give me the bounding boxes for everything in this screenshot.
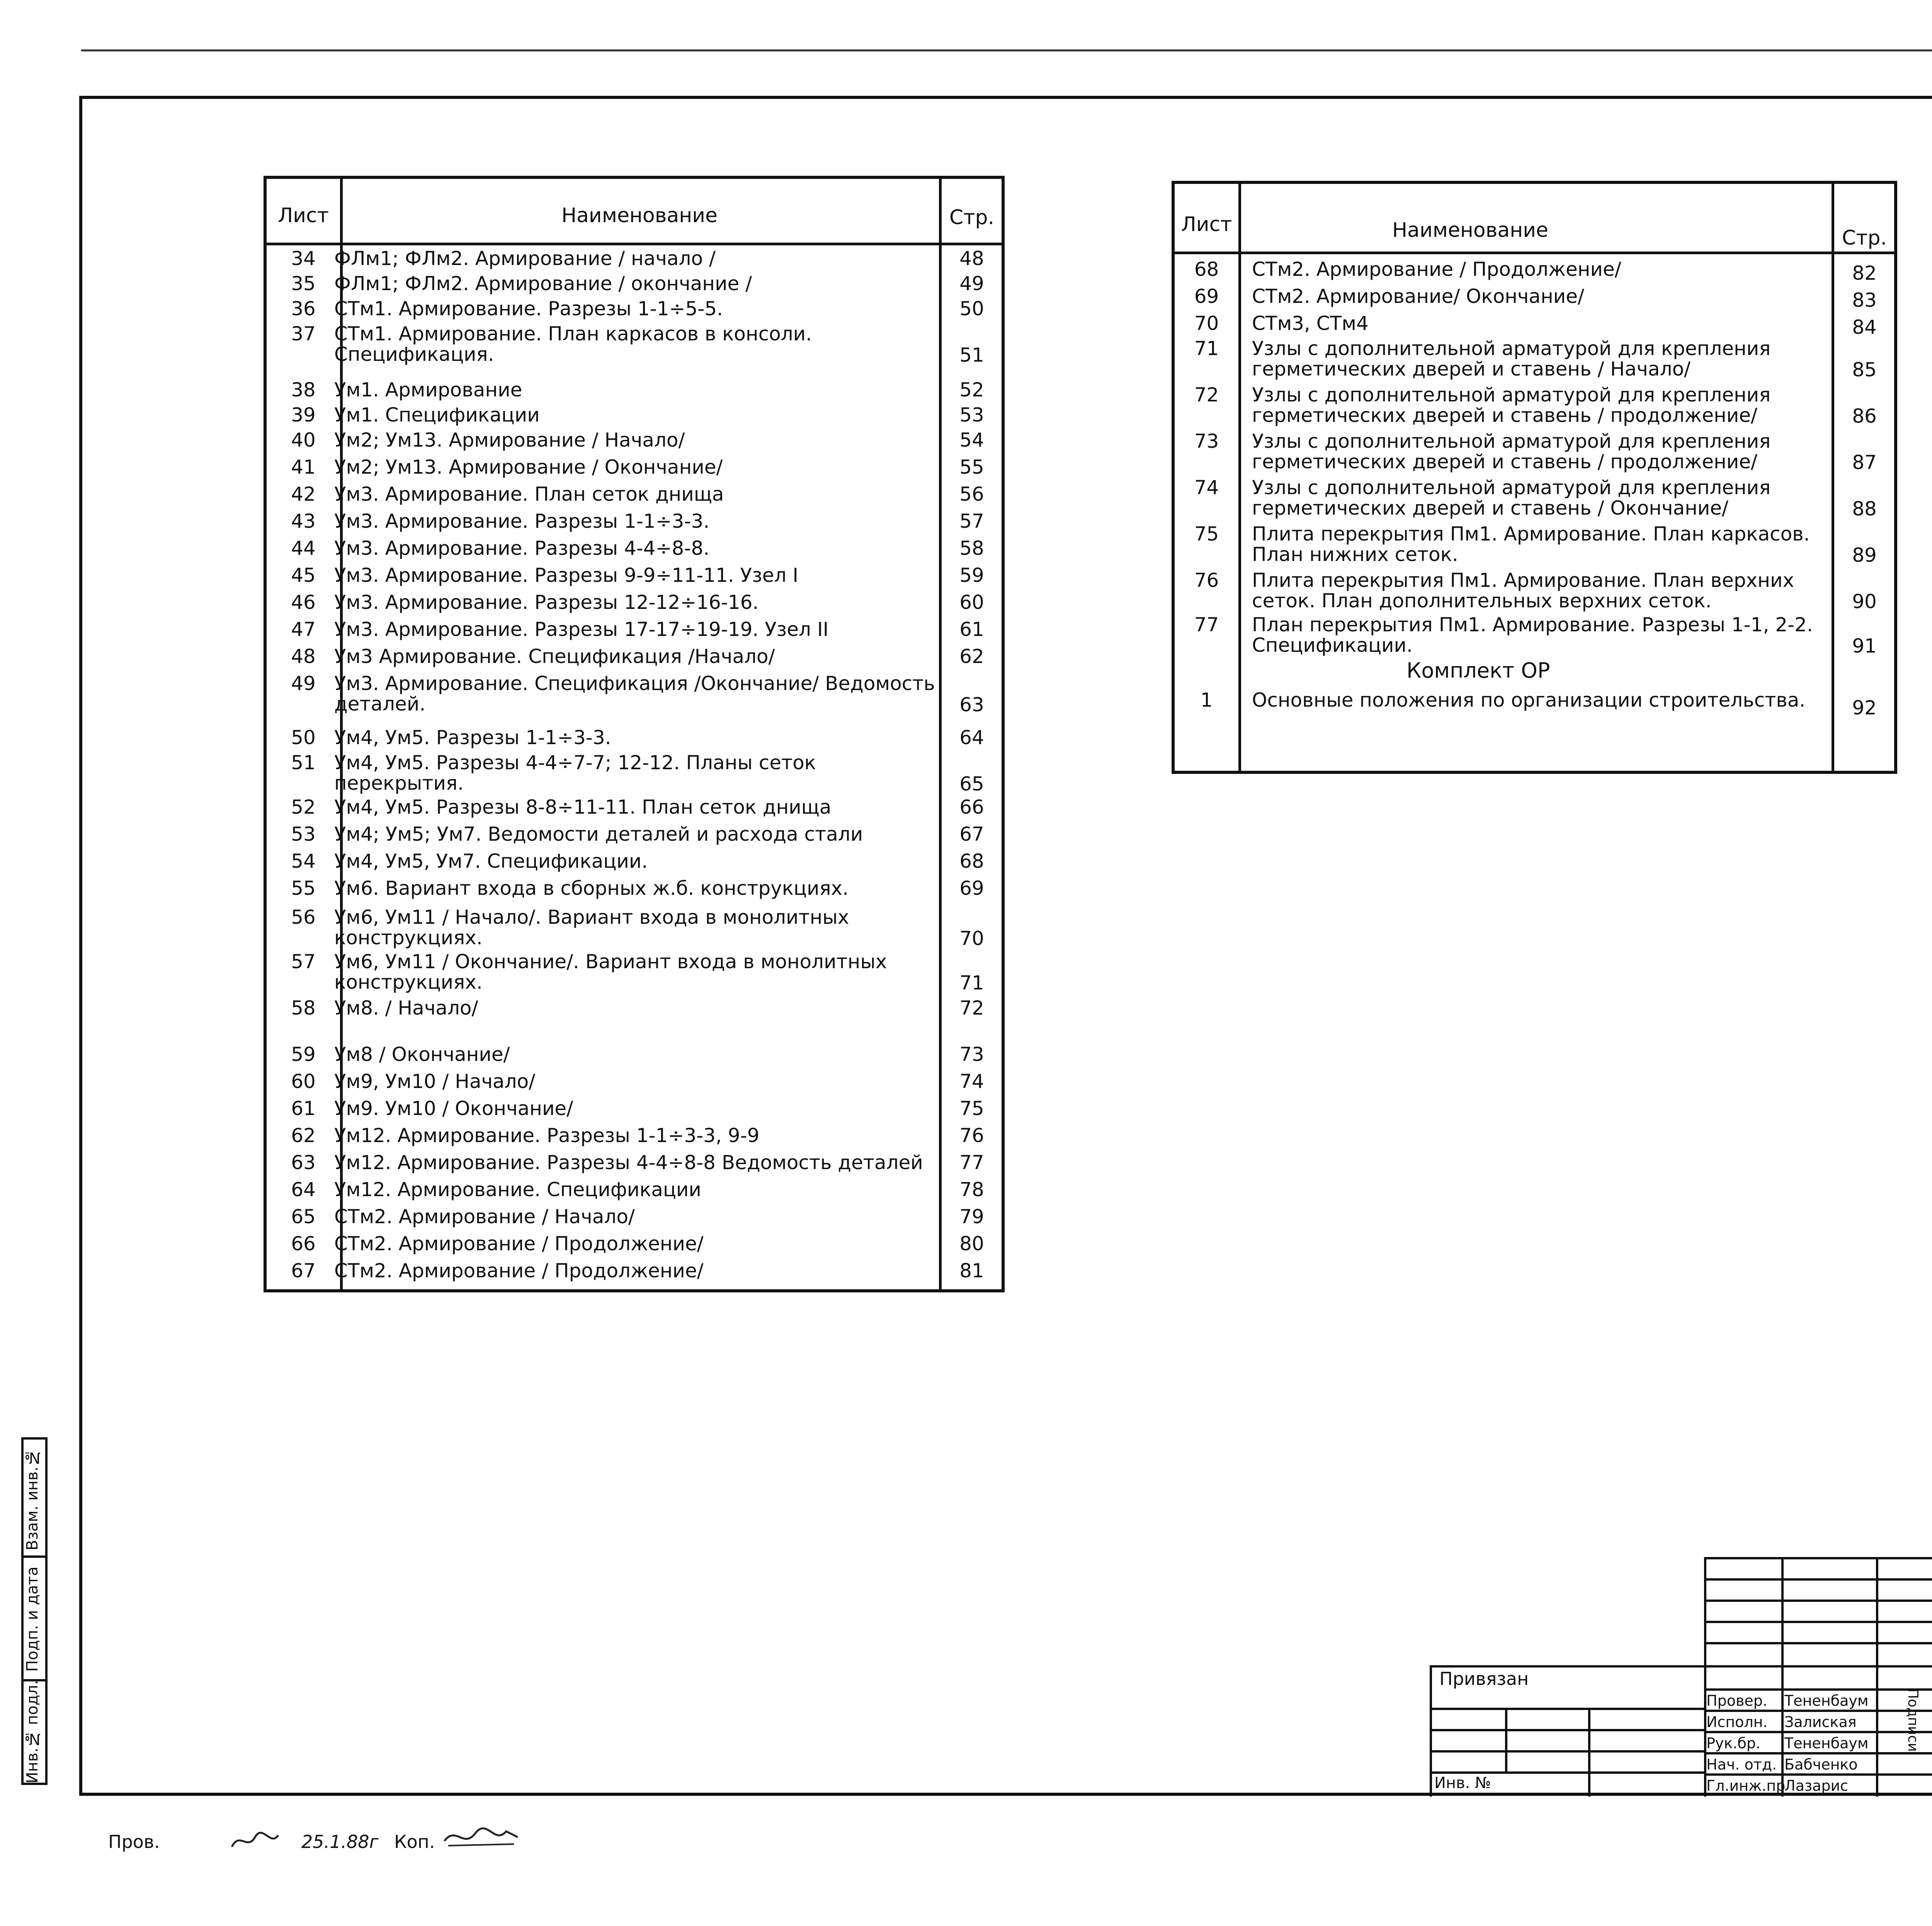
row-sheet: 44 <box>291 537 316 559</box>
row-page: 80 <box>959 1232 984 1255</box>
header-divider <box>1175 252 1894 254</box>
row-page: 73 <box>959 1043 984 1066</box>
row-sheet: 47 <box>291 618 316 641</box>
inv-no-label: Инв. № <box>1434 1774 1491 1792</box>
row-name: СТм2. Армирование / Продолжение/ <box>1252 258 1621 280</box>
role-label: Исполн. <box>1706 1714 1768 1731</box>
header-divider <box>267 243 1002 245</box>
row-sheet: 41 <box>291 456 316 478</box>
row-page: 48 <box>959 247 984 270</box>
person-name: Лазарис <box>1784 1777 1849 1794</box>
row-sheet: 69 <box>1194 285 1219 308</box>
row-sheet: 77 <box>1194 614 1219 636</box>
row-name: Ум3 Армирование. Спецификация /Начало/ <box>334 645 775 668</box>
row-name: СТм2. Армирование/ Окончание/ <box>1252 285 1584 308</box>
row-name: СТм2. Армирование / Продолжение/ <box>334 1232 704 1255</box>
row-name: Ум6. Вариант входа в сборных ж.б. конструкциях. <box>334 877 849 899</box>
row-page: 75 <box>959 1097 984 1120</box>
row-sheet: 49 <box>291 672 316 695</box>
row-name: Узлы с дополнительной арматурой для крепления герметических дверей и ставень / Окончание/ <box>1252 476 1771 519</box>
row-sheet: 64 <box>291 1178 316 1201</box>
row-sheet: 53 <box>291 823 316 845</box>
row-name: Ум2; Ум13. Армирование / Окончание/ <box>334 456 723 478</box>
row-sheet: 62 <box>291 1124 316 1147</box>
row-page: 85 <box>1852 359 1877 381</box>
header-name: Наименование <box>561 204 718 227</box>
row-name: СТм2. Армирование / Продолжение/ <box>334 1260 704 1282</box>
contents-table-right <box>1172 181 1897 774</box>
row-page: 62 <box>959 645 984 668</box>
row-sheet: 72 <box>1194 384 1219 406</box>
row-sheet: 40 <box>291 429 316 451</box>
row-page: 81 <box>959 1260 984 1282</box>
row-name: Ум6, Ум11 / Окончание/. Вариант входа в монолитных конструкциях. <box>334 950 887 993</box>
check-date: 25.1.88г <box>301 1831 379 1852</box>
row-name: План перекрытия Пм1. Армирование. Разрезы 1-1, 2-2. Спецификации. <box>1252 614 1813 656</box>
row-sheet: 65 <box>291 1205 316 1228</box>
row-page: 65 <box>959 773 984 795</box>
header-sheet: Лист <box>1181 213 1232 236</box>
row-name: Ум3. Армирование. Разрезы 4-4÷8-8. <box>334 537 710 559</box>
row-sheet: 38 <box>291 379 316 401</box>
row-page: 71 <box>959 972 984 994</box>
row-sheet: 68 <box>1194 258 1219 280</box>
row-name: Ум1. Спецификации <box>334 404 540 426</box>
row-sheet: 48 <box>291 645 316 668</box>
row-name: Ум12. Армирование. Разрезы 1-1÷3-3, 9-9 <box>334 1124 760 1147</box>
section-title: Комплект ОР <box>1406 658 1550 683</box>
row-sheet: 59 <box>291 1043 316 1066</box>
row-name: СТм2. Армирование / Начало/ <box>334 1205 635 1228</box>
row-page: 79 <box>959 1205 984 1228</box>
row-page: 91 <box>1852 635 1877 657</box>
row-page: 72 <box>959 997 984 1019</box>
checker-signature <box>228 1824 282 1855</box>
header-name: Наименование <box>1392 219 1549 242</box>
row-sheet: 56 <box>291 906 316 928</box>
row-sheet: 51 <box>291 751 316 774</box>
row-name: Ум1. Армирование <box>334 379 522 401</box>
person-name: Бабченко <box>1784 1756 1858 1773</box>
row-name: Узлы с дополнительной арматурой для крепления герметических дверей и ставень / продолжение/ <box>1252 430 1771 473</box>
row-sheet: 76 <box>1194 569 1219 592</box>
row-name: Основные положения по организации строительства. <box>1252 689 1806 711</box>
sign-date-label: Подп. и дата <box>24 1566 41 1672</box>
header-page: Стр. <box>949 206 995 229</box>
row-sheet: 66 <box>291 1232 316 1255</box>
row-sheet: 43 <box>291 510 316 532</box>
header-sheet: Лист <box>278 204 329 227</box>
row-page: 55 <box>959 456 984 478</box>
row-sheet: 71 <box>1194 337 1219 360</box>
row-sheet: 52 <box>291 796 316 818</box>
row-page: 64 <box>959 726 984 749</box>
row-sheet: 75 <box>1194 523 1219 545</box>
row-page: 78 <box>959 1178 984 1201</box>
row-name: Плита перекрытия Пм1. Армирование. План верхних сеток. План дополнительных верхних сеток. <box>1252 569 1794 612</box>
row-name: СТм3, СТм4 <box>1252 312 1369 335</box>
row-sheet: 70 <box>1194 312 1219 335</box>
row-name: Ум9, Ум10 / Начало/ <box>334 1070 536 1093</box>
row-name: Узлы с дополнительной арматурой для крепления герметических дверей и ставень / Начало/ <box>1252 337 1771 380</box>
row-sheet: 58 <box>291 997 316 1019</box>
person-name: Залиская <box>1784 1714 1857 1731</box>
row-name: Ум4, Ум5. Разрезы 1-1÷3-3. <box>334 726 611 749</box>
row-page: 86 <box>1852 405 1877 427</box>
row-sheet: 39 <box>291 404 316 426</box>
header-page: Стр. <box>1842 226 1887 250</box>
row-page: 67 <box>959 823 984 845</box>
person-name: Тененбаум <box>1784 1692 1869 1709</box>
row-name: Ум4, Ум5, Ум7. Спецификации. <box>334 850 648 872</box>
row-sheet: 50 <box>291 726 316 749</box>
row-sheet: 54 <box>291 850 316 872</box>
row-name: Ум3. Армирование. Разрезы 1-1÷3-3. <box>334 510 710 532</box>
row-page: 61 <box>959 618 984 641</box>
row-page: 89 <box>1852 544 1877 566</box>
row-page: 83 <box>1852 289 1877 311</box>
row-page: 82 <box>1852 262 1877 284</box>
row-name: Ум2; Ум13. Армирование / Начало/ <box>334 429 685 451</box>
row-name: Ум9. Ум10 / Окончание/ <box>334 1097 573 1120</box>
signatures-label: Подписи <box>1905 1688 1921 1752</box>
row-page: 59 <box>959 564 984 586</box>
row-name: Ум3. Армирование. План сеток днища <box>334 483 724 505</box>
row-page: 77 <box>959 1151 984 1174</box>
row-page: 87 <box>1852 451 1877 474</box>
role-label: Рук.бр. <box>1706 1735 1761 1752</box>
row-page: 88 <box>1852 498 1877 520</box>
row-page: 66 <box>959 796 984 818</box>
inv-orig-label: Инв.№ подл. <box>24 1680 41 1783</box>
role-label: Гл.инж.пр <box>1706 1777 1786 1794</box>
row-page: 52 <box>959 379 984 401</box>
top-border-line <box>81 49 1932 51</box>
privyazan-label: Привязан <box>1439 1668 1529 1689</box>
row-name: ФЛм1; ФЛм2. Армирование / начало / <box>334 247 716 270</box>
row-page: 68 <box>959 850 984 872</box>
row-page: 56 <box>959 483 984 505</box>
row-name: Ум12. Армирование. Разрезы 4-4÷8-8 Ведомость деталей <box>334 1151 923 1174</box>
row-page: 49 <box>959 272 984 295</box>
checked-label: Пров. <box>108 1831 160 1852</box>
row-sheet: 37 <box>291 323 316 345</box>
row-sheet: 45 <box>291 564 316 586</box>
person-name: Тененбаум <box>1784 1735 1869 1752</box>
row-name: Ум6, Ум11 / Начало/. Вариант входа в монолитных конструкциях. <box>334 906 849 949</box>
replace-inv-label: Взам. инв.№ <box>24 1448 41 1550</box>
row-sheet: 61 <box>291 1097 316 1120</box>
row-name: Ум3. Армирование. Разрезы 9-9÷11-11. Узел I <box>334 564 799 586</box>
row-sheet: 63 <box>291 1151 316 1174</box>
row-sheet: 73 <box>1194 430 1219 452</box>
row-page: 53 <box>959 404 984 426</box>
row-sheet: 57 <box>291 950 316 973</box>
role-label: Провер. <box>1706 1692 1767 1709</box>
row-page: 54 <box>959 429 984 451</box>
row-name: СТм1. Армирование. Разрезы 1-1÷5-5. <box>334 297 723 320</box>
row-name: Ум8. / Начало/ <box>334 997 478 1019</box>
row-page: 51 <box>959 344 984 366</box>
row-sheet: 36 <box>291 297 316 320</box>
row-name: Ум3. Армирование. Спецификация /Окончание/ Ведомость деталей. <box>334 672 935 715</box>
row-page: 63 <box>959 694 984 716</box>
row-sheet: 55 <box>291 877 316 899</box>
row-name: Плита перекрытия Пм1. Армирование. План каркасов. План нижних сеток. <box>1252 523 1810 566</box>
row-name: Ум4, Ум5. Разрезы 4-4÷7-7; 12-12. Планы сеток перекрытия. <box>334 751 816 794</box>
copy-label: Коп. <box>394 1831 435 1852</box>
row-name: Ум3. Армирование. Разрезы 12-12÷16-16. <box>334 591 759 614</box>
row-page: 74 <box>959 1070 984 1093</box>
row-name: Ум12. Армирование. Спецификации <box>334 1178 701 1201</box>
row-page: 58 <box>959 537 984 559</box>
copier-signature <box>440 1822 522 1853</box>
row-name: Ум8 / Окончание/ <box>334 1043 510 1066</box>
row-name: СТм1. Армирование. План каркасов в консоли. Спецификация. <box>334 323 812 365</box>
role-label: Нач. отд. <box>1706 1756 1777 1773</box>
row-name: Узлы с дополнительной арматурой для крепления герметических дверей и ставень / продолжение/ <box>1252 384 1771 427</box>
row-page: 60 <box>959 591 984 614</box>
row-name: Ум4, Ум5. Разрезы 8-8÷11-11. План сеток днища <box>334 796 832 818</box>
row-sheet: 1 <box>1200 689 1213 711</box>
row-sheet: 46 <box>291 591 316 614</box>
row-sheet: 67 <box>291 1260 316 1282</box>
row-page: 50 <box>959 297 984 320</box>
row-page: 90 <box>1852 590 1877 613</box>
row-sheet: 74 <box>1194 476 1219 499</box>
row-sheet: 42 <box>291 483 316 505</box>
row-name: Ум4; Ум5; Ум7. Ведомости деталей и расхода стали <box>334 823 863 845</box>
row-sheet: 60 <box>291 1070 316 1093</box>
row-page: 69 <box>959 877 984 899</box>
row-page: 70 <box>959 927 984 950</box>
row-name: Ум3. Армирование. Разрезы 17-17÷19-19. Узел II <box>334 618 829 641</box>
row-page: 84 <box>1852 316 1877 338</box>
row-sheet: 35 <box>291 272 316 295</box>
row-page: 57 <box>959 510 984 532</box>
contents-table-left <box>264 176 1005 1292</box>
row-sheet: 34 <box>291 247 316 270</box>
row-page: 76 <box>959 1124 984 1147</box>
row-name: ФЛм1; ФЛм2. Армирование / окончание / <box>334 272 752 295</box>
col-divider <box>1238 184 1241 771</box>
row-page: 92 <box>1852 697 1877 719</box>
side-approval-strip <box>21 1437 48 1785</box>
